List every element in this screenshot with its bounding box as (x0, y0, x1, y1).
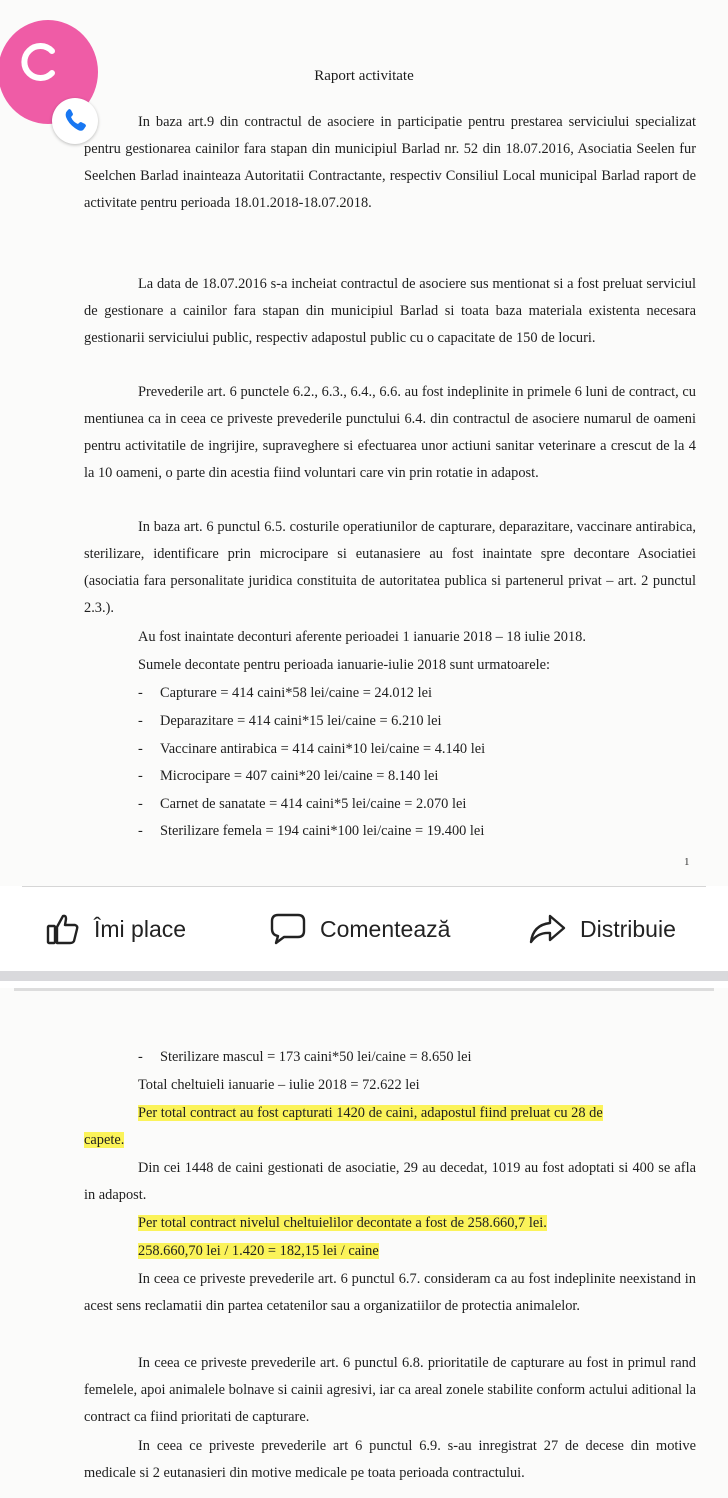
report-paragraph-6-7 (84, 1266, 696, 1320)
cost-item: - Microcipare = 407 caini*20 lei/caine = 8.140 lei (138, 768, 439, 784)
phone-call-badge (52, 98, 98, 144)
paragraph-text: Din cei 1448 de caini gestionati de asociatie, 29 au decedat, 1019 au fost adoptati si 400 se afla in adapost. (84, 1160, 696, 1203)
total-expenses-line: Total cheltuieli ianuarie – iulie 2018 = 72.622 lei (138, 1077, 420, 1093)
paragraph-text: In ceea ce priveste prevederile art. 6 punctul 6.7. consideram ca au fost indeplinite neexistand in acest sens reclamatii din partea cetatenilor sau a organizatiilor de protectia animalelor. (84, 1271, 696, 1314)
highlighted-text: Per total contract au fost capturati 1420 de caini, adapostul fiind preluat cu 28 de (138, 1105, 603, 1121)
cost-item: - Capturare = 414 caini*58 lei/caine = 24.012 lei (138, 685, 432, 701)
comment-label: Comentează (320, 915, 451, 942)
comment-button[interactable] (270, 909, 450, 949)
cost-item: - Carnet de sanatate = 414 caini*5 lei/caine = 2.070 lei (138, 796, 467, 812)
cost-item: - Sterilizare femela = 194 caini*100 lei/caine = 19.400 lei (138, 823, 485, 839)
share-label: Distribuie (580, 915, 676, 942)
highlighted-per-dog-cost-line (138, 1238, 379, 1265)
letter-c-icon (20, 42, 60, 82)
highlighted-captured-line (138, 1100, 603, 1127)
paragraph-text: In baza art.9 din contractul de asociere in participatie pentru prestarea serviciului specializat pentru gestionarea cainilor fara stapan din municipiul Barlad nr. 52 din 18.07.2016, Asociatia Seelen fur Seelchen Barlad inainteaza Autoritatii Contractante, respectiv Consiliul Local municipal Barlad raport de activitate pentru perioada 18.01.2018-18.07.2018. (84, 114, 696, 211)
highlighted-text: Per total contract nivelul cheltuielilor decontate a fost de 258.660,7 lei. (138, 1215, 547, 1231)
share-arrow-icon (528, 913, 566, 945)
cost-item-text: Deparazitare = 414 caini*15 lei/caine = 6.210 lei (160, 713, 442, 729)
deconturi-line: Au fost inaintate deconturi aferente perioadei 1 ianuarie 2018 – 18 iulie 2018. (138, 629, 586, 645)
thumbs-up-icon (46, 913, 80, 945)
cost-item-text: Capturare = 414 caini*58 lei/caine = 24.012 lei (160, 685, 432, 701)
phone-icon (52, 98, 98, 144)
cost-item-text: Sterilizare femela = 194 caini*100 lei/caine = 19.400 lei (160, 823, 485, 839)
cost-item: - Sterilizare mascul = 173 caini*50 lei/caine = 8.650 lei (138, 1049, 472, 1065)
page-top-edge (14, 988, 714, 991)
highlighted-total-cost-line (138, 1210, 547, 1237)
report-paragraph-4 (84, 514, 696, 622)
post-action-bar (0, 887, 728, 971)
report-title: Raport activitate (314, 68, 414, 84)
messenger-chat-head[interactable] (0, 20, 100, 128)
paragraph-text: Prevederile art. 6 punctele 6.2., 6.3., 6.4., 6.6. au fost indeplinite in primele 6 luni de contract, cu mentiunea ca in ceea ce priveste prevederile punctului 6.4. din contractul de asociere numarul de oameni pentru activitatile de ingrijire, supraveghere si efectuarea unor actiuni sanitar veterinare a crescut de la 4 la 10 oameni, o parte din acestia fiind voluntari care vin prin rotatie in adapost. (84, 384, 696, 481)
cost-item-text: Sterilizare mascul = 173 caini*50 lei/caine = 8.650 lei (160, 1049, 472, 1065)
page-number: 1 (684, 856, 690, 868)
report-paragraph-6-9 (84, 1433, 696, 1487)
like-label: Îmi place (94, 915, 187, 942)
cost-item-text: Carnet de sanatate = 414 caini*5 lei/caine = 2.070 lei (160, 796, 467, 812)
report-paragraph-6-8 (84, 1350, 696, 1431)
paragraph-text: In ceea ce priveste prevederile art 6 punctul 6.9. s-au inregistrat 27 de decese din motive medicale si 2 eutanasieri din motive medicale pe toata perioada contractului. (84, 1438, 696, 1481)
sume-decontate-line: Sumele decontate pentru perioada ianuarie-iulie 2018 sunt urmatoarele: (138, 657, 550, 673)
highlighted-captured-line-end (84, 1127, 124, 1154)
paragraph-text: In ceea ce priveste prevederile art. 6 punctul 6.8. prioritatile de capturare au fost in primul rand femelele, apoi animalele bolnave si cainii agresivi, iar ca areal zonele stabilite conform actului aditional la contract ca fiind prioritati de capturare. (84, 1355, 696, 1425)
feed-separator (0, 971, 728, 981)
cost-item: - Deparazitare = 414 caini*15 lei/caine = 6.210 lei (138, 713, 442, 729)
report-paragraph-dogs-managed (84, 1155, 696, 1209)
highlighted-text: capete. (84, 1132, 125, 1148)
report-paragraph-2 (84, 271, 696, 352)
highlighted-text: 258.660,70 lei / 1.420 = 182,15 lei / caine (138, 1243, 379, 1259)
cost-item: - Vaccinare antirabica = 414 caini*10 lei/caine = 4.140 lei (138, 741, 486, 757)
paragraph-text: La data de 18.07.2016 s-a incheiat contractul de asociere sus mentionat si a fost preluat serviciul de gestionare a cainilor fara stapan din municipiul Barlad si toata baza materiala existenta necesara gestionarii serviciului public, respectiv adapostul public cu o capacitate de 150 de locuri. (84, 276, 696, 346)
cost-item-text: Vaccinare antirabica = 414 caini*10 lei/caine = 4.140 lei (160, 741, 486, 757)
report-paragraph-1 (84, 109, 696, 217)
share-button[interactable] (528, 909, 676, 949)
comment-bubble-icon (270, 912, 306, 946)
cost-item-text: Microcipare = 407 caini*20 lei/caine = 8.140 lei (160, 768, 439, 784)
report-paragraph-3 (84, 379, 696, 487)
paragraph-text: In baza art. 6 punctul 6.5. costurile operatiunilor de capturare, deparazitare, vaccinare antirabica, sterilizare, identificare prin microcipare si eutanasiere au fost inaintate spre decontare Asociatiei (asociatia fara personalitate juridica constituita de autoritatea publica si partenerul privat – art. 2 punctul 2.3.). (84, 519, 696, 616)
like-button[interactable] (46, 909, 186, 949)
